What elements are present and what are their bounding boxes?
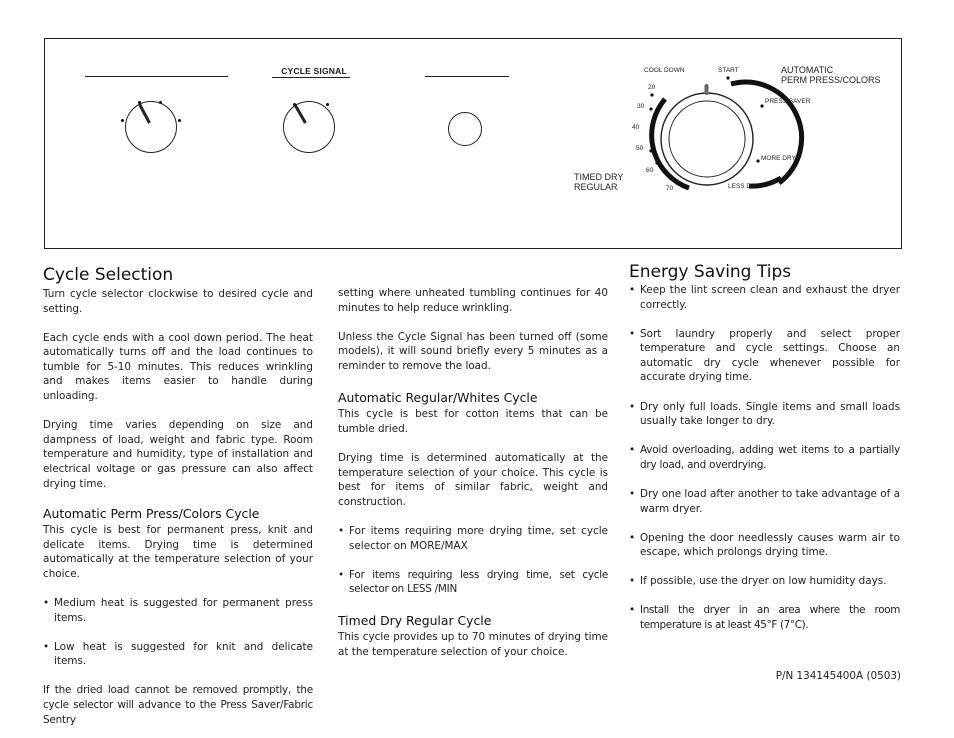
dial-tick [760, 104, 763, 107]
control-panel [44, 38, 902, 249]
perm-press-bullet: • Medium heat is suggested for permanent press items. [43, 596, 313, 625]
cycle-selection-intro: Turn cycle selector clockwise to desired cycle and setting. [43, 288, 313, 315]
dial-label-less-dry: LESS DRY [728, 183, 761, 190]
energy-tips-column [629, 262, 900, 633]
perm-press-bullets [43, 596, 313, 669]
dial-minute-70: 70 [666, 185, 674, 192]
energy-tip: • Dry one load after another to take advantage of a warm dryer. [629, 487, 900, 516]
dial-label-timed-dry: TIMED DRY [574, 172, 624, 182]
energy-tip: • Dry only full loads. Single items and small loads usually take longer to dry. [629, 400, 900, 429]
dial-minute-50: 50 [636, 145, 644, 152]
energy-tip: • If possible, use the dryer on low humidity days. [629, 574, 900, 589]
energy-tip: • Sort laundry properly and select proper temperature and cycle settings. Choose an automatic dry cycle whenever possible for accurate drying time. [629, 327, 900, 385]
cycle-selector-knob-inner [669, 101, 745, 177]
timed-dry-paragraph: This cycle provides up to 70 minutes of drying time at the temperature selection of your choice. [338, 630, 608, 658]
cycle-signal-paragraph: Unless the Cycle Signal has been turned off (some models), it will sound briefly every 5 minutes as a reminder to remove the load. [338, 330, 608, 372]
dial-minute-30: 30 [637, 103, 645, 110]
timed-dry-heading: Timed Dry Regular Cycle [338, 612, 492, 628]
dial-tick [650, 93, 653, 96]
press-saver-text: If the dried load cannot be removed promptly, the cycle selector will advance to the [43, 684, 313, 711]
cycle-selection-column [43, 265, 313, 727]
drying-time-paragraph: Drying time varies depending on size and dampness of load, weight and fabric type. Room temperature and humidity, type of installation and electrical voltage or gas pressure can also affect drying time. [43, 419, 313, 490]
dial-label-press-saver: PRESS SAVER [765, 98, 811, 105]
dial-label-more-dry: MORE DRY [761, 155, 796, 162]
more-max-text: For items requiring more drying time, set cycle selector on [349, 525, 608, 552]
cycle-selector-dial[interactable] [45, 39, 903, 250]
press-saver-setting: Press Saver/Fabric Sentry [43, 698, 313, 726]
perm-press-heading: Automatic Perm Press/Colors Cycle [43, 506, 260, 522]
dial-label-regular: REGULAR [574, 182, 618, 192]
cycle-selection-title: Cycle Selection [43, 265, 174, 285]
cool-down-paragraph: Each cycle ends with a cool down period. The heat automatically turns off and the load continues to tumble for 5-10 minutes. This reduces wrinkling and makes items easier to handle during unloading. [43, 331, 313, 403]
press-saver-paragraph [43, 683, 313, 727]
perm-press-bullet: • Low heat is suggested for knit and delicate items. [43, 640, 313, 669]
middle-column [338, 286, 608, 659]
energy-tips-list [629, 283, 900, 633]
dial-minute-40: 40 [632, 124, 640, 131]
regular-whites-bullets [338, 524, 608, 597]
energy-tip: • Avoid overloading, adding wet items to a partially dry load, and overdrying. [629, 443, 900, 472]
unheated-tumbling-paragraph: setting where unheated tumbling continues for 40 minutes to help reduce wrinkling. [338, 287, 608, 314]
part-number: P/N 134145400A (0503) [775, 670, 901, 682]
dial-label-perm-press: PERM PRESS/COLORS [781, 75, 881, 85]
dial-tick [655, 161, 658, 164]
dial-label-automatic: AUTOMATIC [781, 65, 834, 75]
regular-whites-paragraph-1: This cycle is best for cotton items that can be tumble dried. [338, 408, 608, 436]
dial-tick [649, 128, 652, 131]
dial-tick [649, 107, 652, 110]
cycle-selector-pointer [705, 84, 709, 95]
less-min-setting: LESS /MIN [407, 583, 457, 596]
dial-tick [726, 76, 729, 79]
regular-whites-heading: Automatic Regular/Whites Cycle [338, 390, 538, 406]
energy-tip: • Keep the lint screen clean and exhaust the dryer correctly. [629, 283, 900, 312]
more-max-bullet [338, 524, 608, 553]
energy-tips-title: Energy Saving Tips [629, 262, 792, 282]
dial-label-cool-down: COOL DOWN [644, 67, 685, 74]
perm-press-paragraph: This cycle is best for permanent press, knit and delicate items. Drying time is determined automatically at the temperature selection of your choice. [43, 524, 313, 580]
energy-tip: • Opening the door needlessly causes warm air to escape, which prolongs drying time. [629, 531, 900, 560]
more-max-setting: MORE/MAX [410, 539, 468, 552]
less-min-bullet [338, 568, 608, 597]
cycle-signal-label: CYCLE SIGNAL [281, 66, 347, 76]
dial-tick [649, 149, 652, 152]
dial-minute-20: 20 [648, 84, 656, 91]
dial-minute-60: 60 [646, 167, 654, 174]
energy-tip: • Install the dryer in an area where the room temperature is at least 45°F (7°C). [629, 603, 900, 632]
dial-label-start: START [718, 67, 739, 74]
dial-tick [756, 159, 759, 162]
less-min-text: For items requiring less drying time, set cycle selector on [349, 568, 608, 596]
dial-tick [668, 176, 671, 179]
regular-whites-paragraph-2: Drying time is determined automatically at the temperature selection of your choice. This cycle is best for items of similar fabric, weight and construction. [338, 452, 608, 508]
